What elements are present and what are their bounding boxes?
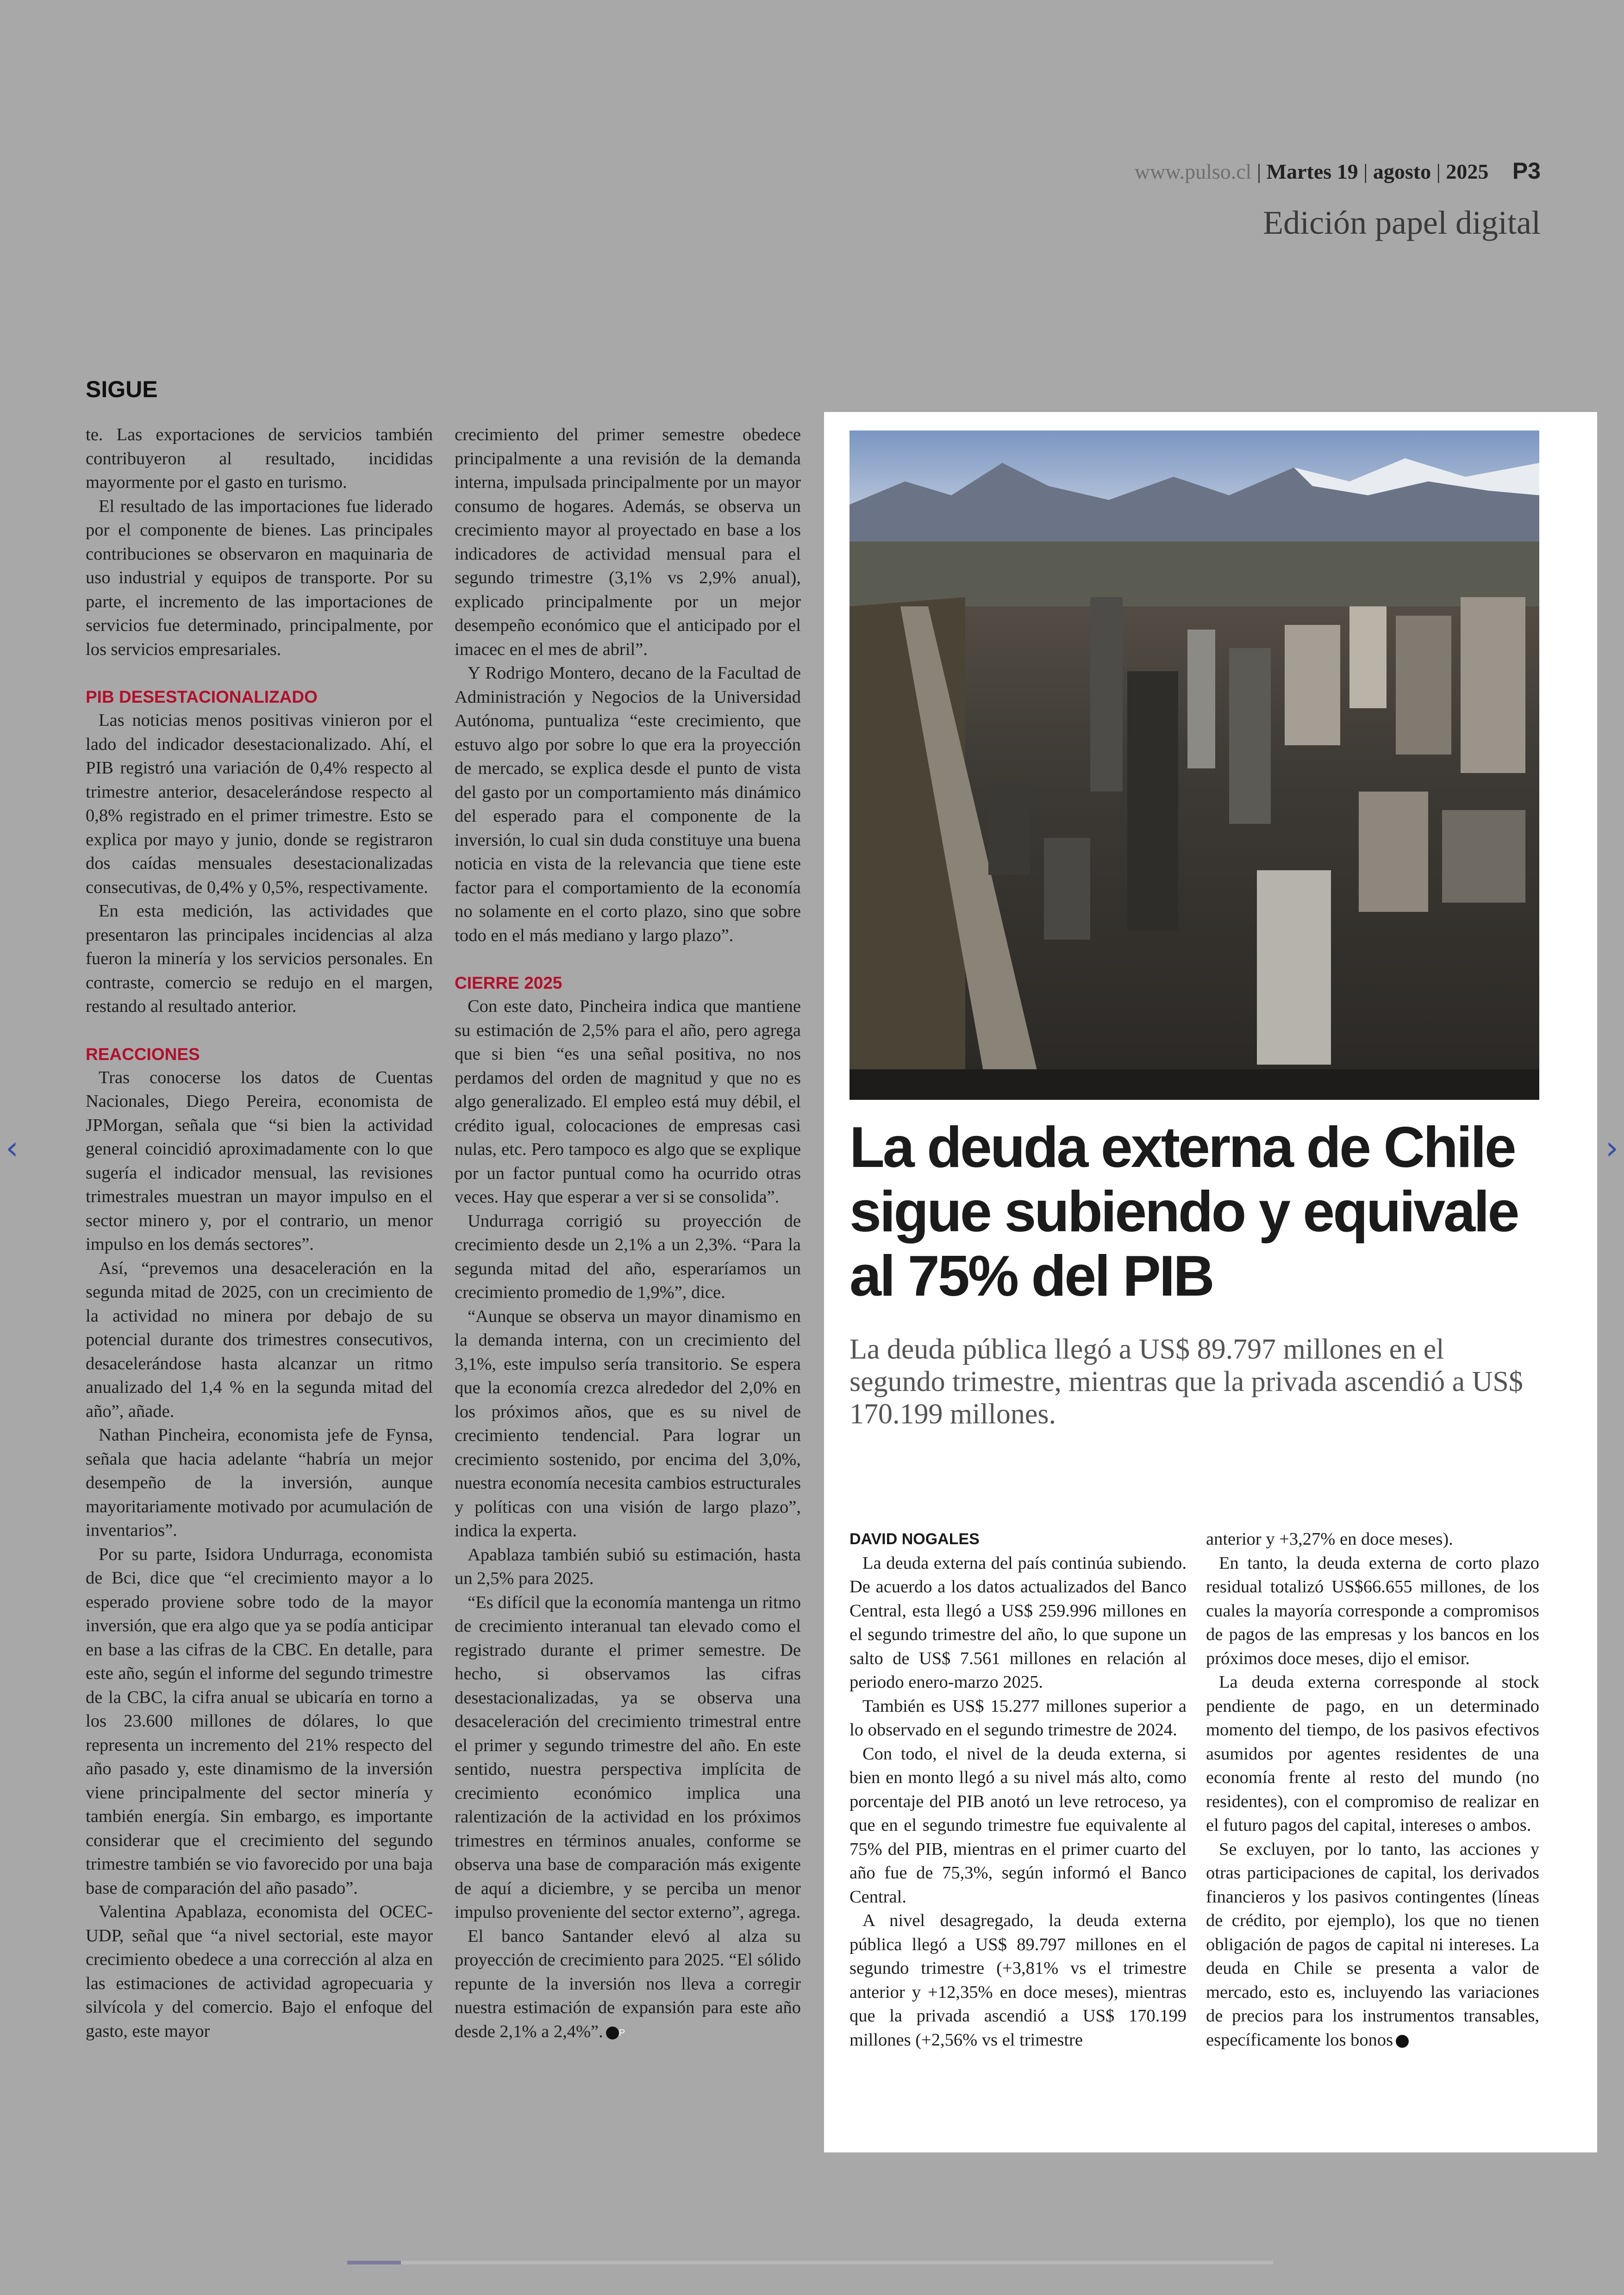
middle-text-column [455, 423, 801, 2044]
page-number: P3 [1512, 158, 1541, 184]
paragraph: Y Rodrigo Montero, decano de la Facultad de Administración y Negocios de la Universidad Autónoma, puntualiza “este crecimiento, que estuvo algo por sobre lo que era la proyección de mercado, se explica desde el punto de vista del gasto por un comportamiento más dinámico del esperado para el componente de la inversión, lo cual sin duda constituye una buena noticia en vista de la relevancia que tiene este factor para el comportamiento de la economía no solamente en el corto plazo, sino que sobre todo en el más mediano y largo plazo”. [455, 663, 801, 945]
separator: | [1363, 160, 1368, 183]
paragraph: anterior y +3,27% en doce meses). [1206, 1529, 1453, 1549]
article-column-1 [849, 1528, 1187, 2052]
subheading: REACCIONES [86, 1044, 200, 1064]
article-headline: La deuda externa de Chile sigue subiendo y equivale al 75% del PIB [849, 1116, 1518, 1308]
paragraph-text: El banco Santander elevó al alza su proyección de crecimiento para 2025. “El sólido repunte de la inversión nos lleva a corregir nuestra estimación de expansión para este año desde 2,1% a 2,4%”. [455, 1926, 801, 2041]
paragraph: Tras conocerse los datos de Cuentas Nacionales, Diego Pereira, economista de JPMorgan, señala que “si bien la actividad general coincidió aproximadamente con lo que sugería el indicador mensual, las revisiones trimestrales muestran un mayor impulso en el sector minero y, por el contrario, un menor impulso en los demás sectores”. [86, 1067, 433, 1254]
issue-day: Martes 19 [1266, 160, 1358, 183]
paragraph: Las noticias menos positivas vinieron por el lado del indicador desestacionalizado. Ahí, el PIB registró una variación de 0,4% respecto al trimestre anterior, desacelerándose respecto al 0,8% registrado en el primer trimestre. Esto se explica por mayo y junio, donde se registraron dos caídas mensuales desestacionalizadas consecutivas, de 0,4% y 0,5%, respectivamente. [86, 711, 433, 897]
left-text-column [86, 423, 433, 2043]
paragraph: “Aunque se observa un mayor dinamismo en la demanda interna, con un crecimiento del 3,1%, este impulso sería transitorio. Se espera que la economía crezca alrededor del 2,0% en los próximos años, que es su nivel de crecimiento tendencial. Para lograr un crecimiento sostenido, por encima del 3,0%, nuestra economía necesita cambios estructurales y políticas con una visión de largo plazo”, indica la experta. [455, 1306, 801, 1540]
separator: | [1256, 160, 1262, 183]
issue-month: agosto [1373, 160, 1431, 183]
subheading: CIERRE 2025 [455, 973, 562, 992]
paragraph-text: Se excluyen, por lo tanto, las acciones y otras participaciones de capital, los derivados financieros y los pasivos contingentes (líneas de crédito, por ejemplo), los que no tienen obligación de pagos de capital ni intereses. La deuda en Chile se presenta a valor de mercado, esto es, incluyendo las variaciones de precios para los instrumentos transables, específicamente los bonos [1206, 1839, 1539, 2050]
edition-label: Edición papel digital [1263, 204, 1541, 241]
article-subhead: La deuda pública llegó a US$ 89.797 millones en el segundo trimestre, mientras que la privada ascendió a US$ 170.199 millones. [849, 1334, 1523, 1430]
paragraph: El resultado de las importaciones fue liderado por el componente de bienes. Las principales contribuciones se observaron en maquinaria de uso industrial y equipos de transporte. Por su parte, el incremento de las importaciones de servicios fue determinado, principalmente, por los servicios empresariales. [86, 496, 433, 659]
issue-year: 2025 [1446, 160, 1489, 183]
paragraph: La deuda externa del país continúa subiendo. De acuerdo a los datos actualizados del Banco Central, esta llegó a US$ 259.996 millones en el segundo trimestre del año, lo que supone un salto de US$ 7.561 millones en relación al periodo enero-marzo 2025. [849, 1553, 1187, 1692]
article-byline: DAVID NOGALES [849, 1530, 980, 1548]
paragraph: Nathan Pincheira, economista jefe de Fynsa, señala que hacia adelante “habría un mejor desempeño de la inversión, aunque mayoritariamente motivado por acumulación de inventarios”. [86, 1425, 433, 1540]
subheading: PIB DESESTACIONALIZADO [86, 687, 318, 706]
paragraph: Undurraga corrigió su proyección de crecimiento desde un 2,1% a un 2,3%. “Para la segunda mitad del año, esperaríamos un crecimiento promedio de 1,9%”, dice. [455, 1211, 801, 1302]
separator: | [1436, 160, 1441, 183]
site-url[interactable]: www.pulso.cl [1134, 160, 1252, 183]
article-column-2 [1206, 1528, 1539, 2052]
paragraph [455, 1925, 801, 2044]
paragraph: En tanto, la deuda externa de corto plazo residual totalizó US$66.655 millones, de los cuales la mayoría corresponde a compromisos de pagos de las empresas y los bancos en los próximos doce meses, dijo el emisor. [1206, 1553, 1539, 1668]
paragraph: También es US$ 15.277 millones superior a lo observado en el segundo trimestre de 2024. [849, 1696, 1187, 1740]
paragraph: te. Las exportaciones de servicios también contribuyeron al resultado, incididas mayormente por el gasto en turismo. [86, 425, 433, 492]
issue-meta [1135, 157, 1541, 184]
paragraph: Por su parte, Isidora Undurraga, economista de Bci, dice que “el crecimiento mayor a lo esperado proviene sobre todo de la mayor inversión, que era algo que ya se podía anticipar en base a las cifras de la CBC. En detalle, para este año, según el informe del segundo trimestre de la CBC, la cifra anual se ubicaría en torno a los 23.600 millones de dólares, lo que representa un incremento del 21% respecto del año pasado y, este dinamismo de la inversión viene principalmente del sector minería y también energía. Sin embargo, es importante considerar que el crecimiento del segundo trimestre también se vio favorecido por una baja base de comparación del año pasado”. [86, 1544, 433, 1898]
chevron-right-icon[interactable]: › [1605, 1129, 1618, 1167]
paragraph: Valentina Apablaza, economista del OCEC-UDP, señal que “a nivel sectorial, este mayor crecimiento obedece a una corrección al alza en las estimaciones de actividad agropecuaria y silvícola y del comercio. Bajo el enfoque del gasto, este mayor [86, 1902, 433, 2041]
paragraph: “Es difícil que la economía mantenga un ritmo de crecimiento interanual tan elevado como el registrado durante el primer semestre. De hecho, si observamos las cifras desestacionalizadas, ya se observa una desaceleración del crecimiento trimestral entre el primer y segundo trimestre del año. En este sentido, nuestra perspectiva implícita de crecimiento económico implica una ralentización de la actividad en los próximos trimestres en términos anuales, conforme se observa una base de comparación más exigente de aquí a diciembre, y se perciba un menor impulso proveniente del sector externo”, agrega. [455, 1592, 801, 1922]
progress-fill [347, 2261, 401, 2264]
paragraph: La deuda externa corresponde al stock pendiente de pago, en un determinado momento del tiempo, de los pasivos efectivos asumidos por agentes residentes de una economía frente al resto del mundo (no residentes), con el compromiso de realizar en el futuro pagos del capital, intereses o ambos. [1206, 1672, 1539, 1835]
paragraph: Así, “prevemos una desaceleración en la segunda mitad de 2025, con un crecimiento de la actividad no minera por debajo de su potencial durante dos trimestres consecutivos, desacelerándose hasta alcanzar un ritmo anualizado del 1,4 % en la segunda mitad del año”, añade. [86, 1258, 433, 1421]
reading-progress-bar[interactable] [347, 2261, 1273, 2264]
paragraph: Con este dato, Pincheira indica que mantiene su estimación de 2,5% para el año, pero agrega que si bien “es una señal positiva, no nos perdamos del orden de magnitud y que no es algo generalizado. El empleo está muy débil, el crédito igual, colocaciones de empresas casi nulas, etc. Pero tampoco es algo que se explique por un factor puntual como ha ocurrido otras veces. Hay que esperar a ver si se consolida”. [455, 997, 801, 1207]
city-aerial-photo [849, 430, 1539, 1100]
paragraph: A nivel desagregado, la deuda externa pública llegó a US$ 89.797 millones en el segundo trimestre (+3,81% vs el trimestre anterior y +12,35% en doce meses), mientras que la privada ascendió a US$ 170.199 millones (+2,56% vs el trimestre [849, 1911, 1187, 2050]
paragraph: Con todo, el nivel de la deuda externa, si bien en monto llegó a su nivel más alto, como porcentaje del PIB anotó un leve retroceso, ya que en el segundo trimestre fue equivalente al 75% del PIB, mientras en el primer cuarto del año fue de 75,3%, según informó el Banco Central. [849, 1744, 1187, 1907]
featured-article-card [824, 412, 1597, 2152]
end-of-article-icon: P [606, 2027, 619, 2039]
paragraph: crecimiento del primer semestre obedece principalmente a una revisión de la demanda interna, impulsada principalmente por un mayor consumo de hogares. Además, se observa un crecimiento mayor al proyectado en base a los indicadores de actividad mensual para el segundo trimestre (3,1% vs 2,9% anual), explicado principalmente por un mejor desempeño económico que el anticipado por el imacec en el mes de abril”. [455, 425, 801, 659]
paragraph [1206, 1838, 1539, 2052]
paragraph: Apablaza también subió su estimación, hasta un 2,5% para 2025. [455, 1545, 801, 1588]
end-of-article-icon: P [1396, 2035, 1409, 2048]
chevron-left-icon[interactable]: ‹ [6, 1129, 19, 1167]
section-label: SIGUE [86, 376, 158, 402]
paragraph: En esta medición, las actividades que presentaron las principales incidencias al alza fueron la minería y los servicios personales. En contraste, comercio se redujo en el margen, restando al resultado anterior. [86, 901, 433, 1016]
